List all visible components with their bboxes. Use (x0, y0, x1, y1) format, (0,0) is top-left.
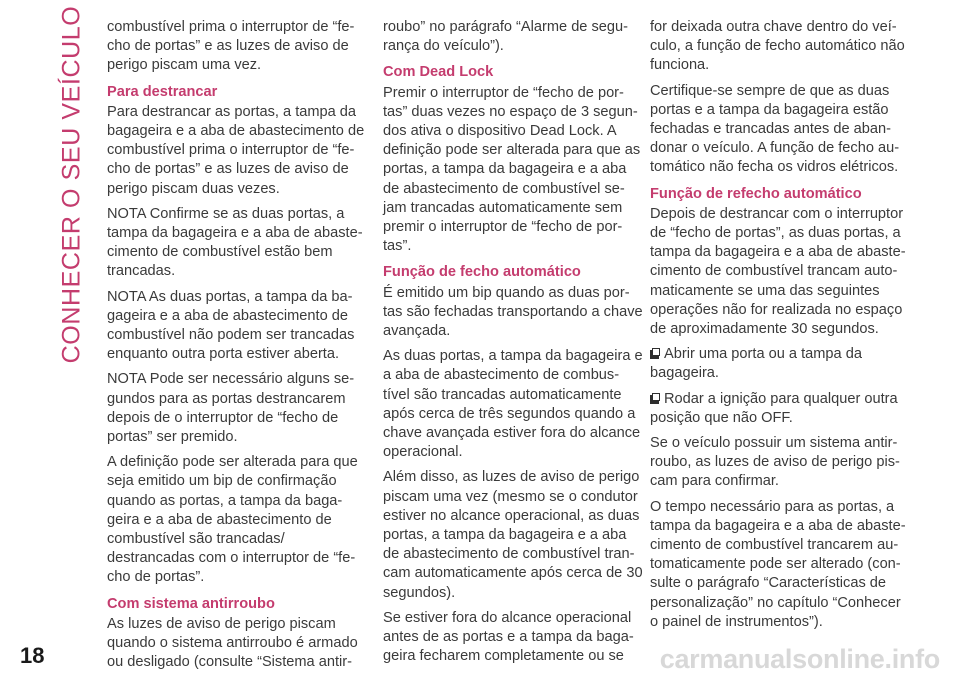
section-title (55, 5, 89, 363)
bullet-item (650, 390, 912, 428)
watermark: carmanualsonline.info (659, 644, 940, 674)
heading-para-destrancar: Para destrancar (107, 83, 218, 100)
paragraph: As luzes de aviso de perigo piscam quando o sistema antirroubo é armado ou desligado (consulte “Sistema antir- (107, 615, 358, 671)
note-paragraph: NOTA As duas portas, a tampa da ba-gageira e a aba de abastecimento de combustível não podem ser trancadas enquanto outra porta estiver aberta. (107, 288, 355, 363)
paragraph: Se o veículo possuir um sistema antir-roubo, as luzes de aviso de perigo pis-cam para confirmar. (650, 435, 900, 490)
text-column-1 (107, 18, 369, 679)
page-number: 18 (20, 643, 45, 668)
paragraph: Certifique-se sempre de que as duas portas e a tampa da bagageira estão fechadas e trancadas antes de aban-donar o veículo. A função de fecho au-tomático não fecha os vidros elétricos. (650, 82, 900, 176)
paragraph: É emitido um bip quando as duas por-tas são fechadas transportando a chave avançada. (383, 284, 643, 340)
checkbox-bullet-icon (650, 348, 661, 359)
paragraph: O tempo necessário para as portas, a tampa da bagageira e a aba de abaste-cimento de combustível trancarem au-tomaticamente pode ser alterado (con-sulte o parágrafo “Características de personalização” no capítulo “Conhecer o painel de instrumentos”). (650, 498, 906, 630)
note-paragraph: NOTA Confirme se as duas portas, a tampa da bagageira e a aba de abaste-cimento de combustível estão bem trancadas. (107, 205, 363, 280)
paragraph: for deixada outra chave dentro do veí-culo, a função de fecho automático não funciona. (650, 19, 905, 74)
text-column-2 (383, 18, 645, 673)
heading-com-sistema-antirroubo: Com sistema antirroubo (107, 595, 275, 612)
heading-funcao-fecho-automatico: Função de fecho automático (383, 264, 581, 281)
checkbox-bullet-icon (650, 393, 661, 404)
paragraph: combustível prima o interruptor de “fe-cho de portas” e as luzes de aviso de perigo piscam uma vez. (107, 19, 355, 74)
paragraph: Depois de destrancar com o interruptor de “fecho de portas”, as duas portas, a tampa da bagageira e a aba de abaste-cimento de combustível trancam auto-maticamente se uma das seguintes operações não for realizada no espaço de aproximadamente 30 segundos. (650, 205, 906, 338)
paragraph: roubo” no parágrafo “Alarme de segu-rança do veículo”). (383, 19, 628, 55)
paragraph: Para destrancar as portas, a tampa da bagageira e a aba de abastecimento de combustível prima o interruptor de “fe-cho de portas” e as luzes de aviso de perigo piscam duas vezes. (107, 103, 365, 197)
bullet-item (650, 345, 912, 383)
heading-com-dead-lock: Com Dead Lock (383, 64, 494, 81)
paragraph: Premir o interruptor de “fecho de por-tas” duas vezes no espaço de 3 segun-dos ativa o dispositivo Dead Lock. A definição pode ser alterada para que as portas, a tampa da bagageira e a aba de abastecimento de combustível se-jam trancadas automaticamente sem premir o interruptor de “fecho de por-tas”. (383, 84, 641, 255)
paragraph: Se estiver fora do alcance operacional antes de as portas e a tampa da baga-geira fecharem completamente ou se (383, 609, 634, 665)
bullet-text: Abrir uma porta ou a tampa da bagageira. (650, 346, 862, 382)
heading-funcao-refecho-automatico: Função de refecho automático (650, 185, 862, 202)
section-title-text: CONHECER O SEU VEÍCULO (57, 5, 86, 363)
note-paragraph: NOTA Pode ser necessário alguns se-gundos para as portas destrancarem depois de o interruptor de “fecho de portas” ser premido. (107, 371, 355, 446)
bullet-text: Rodar a ignição para qualquer outra posição que não OFF. (650, 390, 898, 426)
paragraph: Além disso, as luzes de aviso de perigo piscam uma vez (mesmo se o condutor estiver no alcance operacional, as duas portas, a tampa da bagageira e a aba de abastecimento de combustível tran-cam automaticamente após cerca de 30 segundos). (383, 469, 643, 601)
paragraph: As duas portas, a tampa da bagageira e a aba de abastecimento de combus-tível são trancadas automaticamente após cerca de três segundos quando a chave avançada estiver fora do alcance operacional. (383, 348, 643, 461)
paragraph: A definição pode ser alterada para que seja emitido um bip de confirmação quando as portas, a tampa da baga-geira e a aba de abastecimento de combustível são trancadas/ destrancadas com o interruptor de “fe-cho de portas”. (107, 454, 358, 586)
text-column-3 (650, 18, 912, 638)
